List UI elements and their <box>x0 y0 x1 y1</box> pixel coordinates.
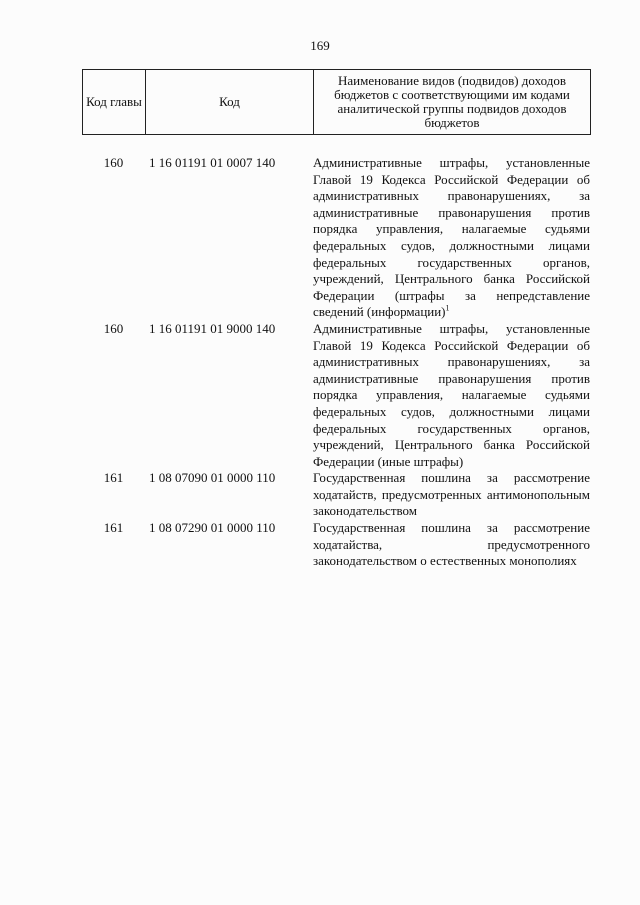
row-glava: 161 <box>103 470 124 486</box>
header-table <box>82 69 591 135</box>
row-name <box>313 155 590 321</box>
header-col-kod: Код <box>146 70 314 135</box>
table-body <box>82 155 590 570</box>
table-row <box>82 520 590 570</box>
row-kod: 1 08 07290 01 0000 110 <box>149 520 276 536</box>
row-name-text: Административные штрафы, установленные Главой 19 Кодекса Российской Федерации об административных правонарушениях, за административные правонарушения против порядка управления, налагаемые судьями федеральных судов, должностными лицами федеральных государственных органов, учреждений, Центрального банка Российской Федерации (штрафы за непредставление сведений (информации) <box>313 155 590 320</box>
header-col-name: Наименование видов (подвидов) доходов бюджетов с соответствующими им кодами аналитической группы подвидов доходов бюджетов <box>314 70 591 135</box>
row-kod: 1 16 01191 01 9000 140 <box>149 320 276 336</box>
row-kod: 1 16 01191 01 0007 140 <box>149 155 276 170</box>
table-row <box>82 155 590 321</box>
row-name: Государственная пошлина за рассмотрение ходатайства, предусмотренного законодательством о естественных монополиях <box>313 520 590 569</box>
row-kod: 1 08 07090 01 0000 110 <box>149 470 276 486</box>
header-col-glava: Код главы <box>83 70 146 135</box>
row-name: Административные штрафы, установленные Главой 19 Кодекса Российской Федерации об административных правонарушениях, за административные правонарушения против порядка управления, налагаемые судьями федеральных судов, должностными лицами федеральных государственных органов, учреждений, Центрального банка Российской Федерации (иные штрафы) <box>313 320 590 469</box>
row-glava: 161 <box>103 520 124 536</box>
row-name: Государственная пошлина за рассмотрение ходатайств, предусмотренных антимонопольным законодательством <box>313 470 590 519</box>
row-glava: 160 <box>103 320 124 336</box>
table-row <box>82 321 590 470</box>
table-row <box>82 470 590 520</box>
row-glava: 160 <box>103 155 124 170</box>
footnote-marker: 1 <box>445 304 450 314</box>
page-number: 169 <box>310 38 330 53</box>
